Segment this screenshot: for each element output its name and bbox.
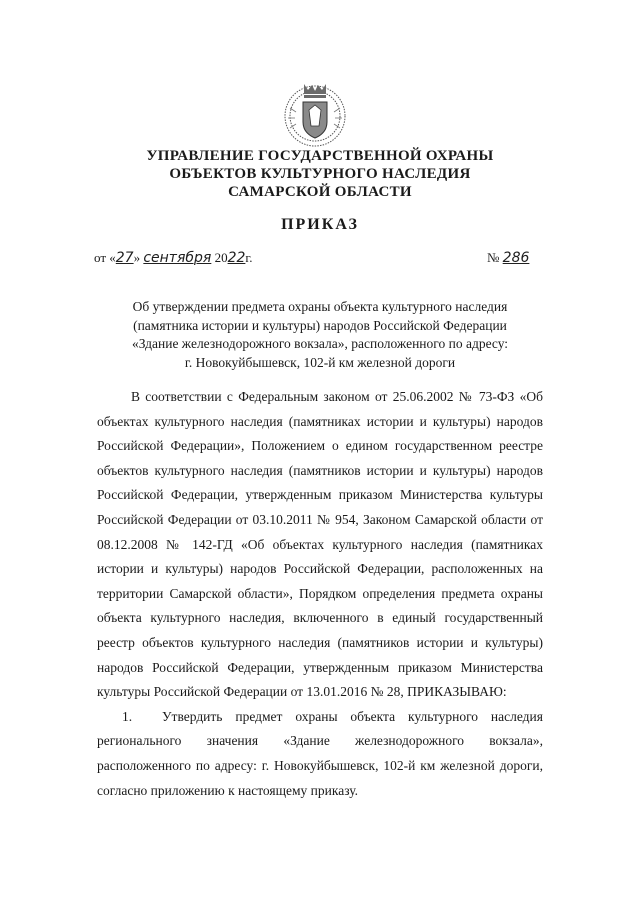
date-day-handwritten: 27	[115, 250, 134, 266]
date-month-handwritten: сентября	[143, 250, 212, 266]
subject-line: г. Новокуйбышевск, 102-й км железной дороги	[184, 354, 456, 370]
subject-line: Об утверждении предмета охраны объекта культурного наследия	[132, 299, 508, 314]
order-item-1	[97, 705, 543, 803]
date-mid: »	[133, 250, 144, 265]
date-prefix: от «	[94, 250, 116, 265]
item-number: 1.	[122, 708, 133, 724]
subject-line: «Здание железнодорожного вокзала», расположенного по адресу:	[131, 336, 509, 351]
org-name-line-1: УПРАВЛЕНИЕ ГОСУДАРСТВЕННОЙ ОХРАНЫ	[146, 148, 494, 164]
date-year-handwritten: 22	[227, 250, 246, 266]
order-number	[487, 250, 529, 266]
date-suffix: г.	[245, 250, 253, 265]
number-label: №	[487, 250, 500, 265]
date-year-prefix: 20	[211, 250, 228, 265]
preamble-paragraph: В соответствии с Федеральным законом от 25.06.2002 № 73-ФЗ «Об объектах культурного наследия (памятниках истории и культуры) народов Российской Федерации», Положением о едином государственном реестре объектов культурного наследия (памятников истории и культуры) народов Российской Федерации, утвержденным приказом Министерства культуры Российской Федерации от 03.10.2011 № 954, Законом Самарской области от 08.12.2008 № 142-ГД «Об объектах культурного наследия (памятниках истории и культуры) народов Российской Федерации, расположенных на территории Самарской области», Порядком определения предмета охраны объекта культурного наследия, включенного в единый государственный реестр объектов культурного наследия (памятников истории и культуры) народов Российской Федерации, утвержденным приказом Министерства культуры Российской Федерации от 13.01.2016 № 28, ПРИКАЗЫВАЮ:	[97, 389, 543, 700]
order-number-handwritten: 286	[502, 250, 530, 266]
order-date	[94, 250, 253, 266]
org-name-line-3: САМАРСКОЙ ОБЛАСТИ	[228, 184, 412, 200]
order-body	[97, 385, 543, 803]
order-title: ПРИКАЗ	[281, 216, 359, 233]
samara-region-coat-of-arms-icon	[282, 78, 348, 150]
subject-line: (памятника истории и культуры) народов Российской Федерации	[133, 317, 507, 333]
order-subject	[100, 298, 540, 372]
item-text: Утвердить предмет охраны объекта культурного наследия регионального значения «Здание железнодорожного вокзала», расположенного по адресу: г. Новокуйбышевск, 102-й км железной дороги, согласно приложению к настоящему приказу.	[97, 708, 543, 798]
org-name-line-2: ОБЪЕКТОВ КУЛЬТУРНОГО НАСЛЕДИЯ	[169, 166, 471, 182]
